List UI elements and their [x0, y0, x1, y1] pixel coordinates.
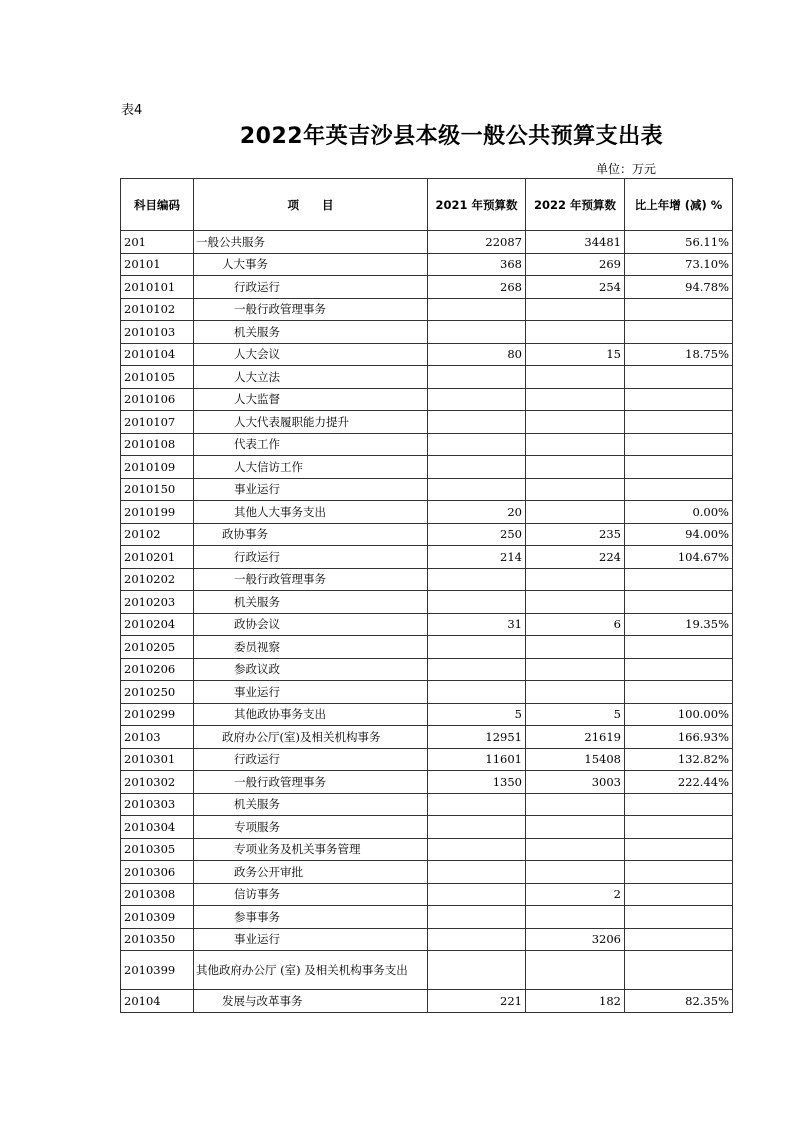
cell-change — [625, 591, 733, 614]
table-row — [121, 928, 733, 951]
cell-name: 人大会议 — [194, 343, 428, 366]
cell-change: 56.11% — [625, 231, 733, 254]
cell-budget-2021 — [428, 388, 526, 411]
table-row — [121, 366, 733, 389]
cell-code: 2010199 — [121, 501, 194, 524]
table-body — [121, 231, 733, 1013]
cell-code: 20103 — [121, 726, 194, 749]
cell-name: 行政运行 — [194, 748, 428, 771]
table-row — [121, 883, 733, 906]
cell-change — [625, 456, 733, 479]
cell-budget-2022 — [526, 681, 625, 704]
cell-code: 2010204 — [121, 613, 194, 636]
cell-budget-2022: 254 — [526, 276, 625, 299]
cell-budget-2022 — [526, 411, 625, 434]
cell-budget-2022 — [526, 591, 625, 614]
cell-name: 一般行政管理事务 — [194, 771, 428, 794]
table-header-row — [121, 179, 733, 231]
cell-budget-2022: 34481 — [526, 231, 625, 254]
cell-change — [625, 568, 733, 591]
cell-change — [625, 366, 733, 389]
cell-budget-2022 — [526, 433, 625, 456]
cell-budget-2022: 3003 — [526, 771, 625, 794]
table-row — [121, 793, 733, 816]
cell-budget-2022 — [526, 816, 625, 839]
cell-name: 代表工作 — [194, 433, 428, 456]
cell-budget-2022 — [526, 501, 625, 524]
cell-code: 2010304 — [121, 816, 194, 839]
cell-budget-2022 — [526, 388, 625, 411]
cell-name: 行政运行 — [194, 546, 428, 569]
table-row — [121, 433, 733, 456]
cell-change — [625, 636, 733, 659]
cell-name: 人大信访工作 — [194, 456, 428, 479]
cell-budget-2021 — [428, 951, 526, 990]
cell-name: 一般行政管理事务 — [194, 568, 428, 591]
cell-change — [625, 906, 733, 929]
cell-budget-2022 — [526, 793, 625, 816]
cell-change: 18.75% — [625, 343, 733, 366]
table-row — [121, 276, 733, 299]
cell-name: 专项服务 — [194, 816, 428, 839]
cell-budget-2021: 22087 — [428, 231, 526, 254]
table-row — [121, 636, 733, 659]
cell-change: 222.44% — [625, 771, 733, 794]
cell-code: 2010399 — [121, 951, 194, 990]
cell-change — [625, 681, 733, 704]
table-row — [121, 771, 733, 794]
cell-change — [625, 411, 733, 434]
unit-label: 单位：万元 — [596, 162, 657, 176]
cell-change — [625, 658, 733, 681]
cell-budget-2022: 182 — [526, 990, 625, 1013]
header-budget-2021: 2021 年预算数 — [428, 179, 526, 231]
cell-name: 机关服务 — [194, 591, 428, 614]
table-row — [121, 703, 733, 726]
cell-name: 其他人大事务支出 — [194, 501, 428, 524]
cell-change: 94.00% — [625, 523, 733, 546]
cell-code: 20101 — [121, 253, 194, 276]
cell-budget-2022: 3206 — [526, 928, 625, 951]
table-row — [121, 253, 733, 276]
cell-budget-2022 — [526, 366, 625, 389]
cell-budget-2022 — [526, 838, 625, 861]
table-number-label: 表4 — [121, 103, 143, 118]
cell-change: 104.67% — [625, 546, 733, 569]
cell-budget-2021 — [428, 906, 526, 929]
cell-change — [625, 928, 733, 951]
cell-change — [625, 793, 733, 816]
table-row — [121, 343, 733, 366]
cell-name: 机关服务 — [194, 793, 428, 816]
cell-budget-2021 — [428, 636, 526, 659]
cell-change: 73.10% — [625, 253, 733, 276]
cell-code: 2010109 — [121, 456, 194, 479]
budget-table — [120, 178, 733, 1013]
cell-change — [625, 883, 733, 906]
cell-code: 20102 — [121, 523, 194, 546]
cell-name: 政务公开审批 — [194, 861, 428, 884]
cell-change — [625, 321, 733, 344]
cell-name: 行政运行 — [194, 276, 428, 299]
cell-budget-2022 — [526, 906, 625, 929]
cell-budget-2021: 268 — [428, 276, 526, 299]
cell-budget-2022: 235 — [526, 523, 625, 546]
cell-code: 2010102 — [121, 298, 194, 321]
cell-name: 机关服务 — [194, 321, 428, 344]
table-row — [121, 591, 733, 614]
cell-name: 政协事务 — [194, 523, 428, 546]
cell-change: 82.35% — [625, 990, 733, 1013]
cell-budget-2021 — [428, 793, 526, 816]
cell-name: 专项业务及机关事务管理 — [194, 838, 428, 861]
cell-budget-2021: 20 — [428, 501, 526, 524]
table-row — [121, 838, 733, 861]
cell-name: 事业运行 — [194, 478, 428, 501]
table-row — [121, 523, 733, 546]
cell-code: 2010150 — [121, 478, 194, 501]
cell-budget-2021 — [428, 456, 526, 479]
cell-code: 2010203 — [121, 591, 194, 614]
table-row — [121, 681, 733, 704]
cell-budget-2022: 5 — [526, 703, 625, 726]
cell-budget-2022: 224 — [526, 546, 625, 569]
cell-budget-2021: 31 — [428, 613, 526, 636]
cell-budget-2021: 5 — [428, 703, 526, 726]
cell-budget-2021: 221 — [428, 990, 526, 1013]
table-row — [121, 613, 733, 636]
cell-change: 19.35% — [625, 613, 733, 636]
cell-code: 2010106 — [121, 388, 194, 411]
table-row — [121, 388, 733, 411]
cell-name: 参事事务 — [194, 906, 428, 929]
table-row — [121, 456, 733, 479]
cell-name: 一般行政管理事务 — [194, 298, 428, 321]
cell-name: 事业运行 — [194, 928, 428, 951]
cell-budget-2022 — [526, 861, 625, 884]
table-row — [121, 478, 733, 501]
cell-budget-2022 — [526, 321, 625, 344]
header-change: 比上年增 (减) % — [625, 179, 733, 231]
cell-budget-2021: 250 — [428, 523, 526, 546]
cell-budget-2021 — [428, 816, 526, 839]
cell-budget-2021: 12951 — [428, 726, 526, 749]
table-row — [121, 231, 733, 254]
cell-code: 2010107 — [121, 411, 194, 434]
cell-budget-2021 — [428, 591, 526, 614]
cell-budget-2022 — [526, 951, 625, 990]
table-row — [121, 298, 733, 321]
cell-budget-2022: 15408 — [526, 748, 625, 771]
cell-budget-2022 — [526, 478, 625, 501]
cell-code: 2010103 — [121, 321, 194, 344]
cell-budget-2021: 368 — [428, 253, 526, 276]
cell-code: 2010302 — [121, 771, 194, 794]
cell-budget-2021 — [428, 298, 526, 321]
cell-name: 事业运行 — [194, 681, 428, 704]
cell-code: 2010308 — [121, 883, 194, 906]
table-row — [121, 658, 733, 681]
cell-code: 2010299 — [121, 703, 194, 726]
cell-budget-2021: 1350 — [428, 771, 526, 794]
cell-budget-2021 — [428, 321, 526, 344]
cell-budget-2022: 21619 — [526, 726, 625, 749]
cell-name: 人大监督 — [194, 388, 428, 411]
cell-budget-2021 — [428, 366, 526, 389]
cell-code: 2010104 — [121, 343, 194, 366]
cell-budget-2021 — [428, 658, 526, 681]
cell-change — [625, 433, 733, 456]
cell-budget-2022: 269 — [526, 253, 625, 276]
cell-budget-2022: 6 — [526, 613, 625, 636]
cell-budget-2021: 214 — [428, 546, 526, 569]
table-row — [121, 906, 733, 929]
cell-change — [625, 861, 733, 884]
cell-budget-2021 — [428, 861, 526, 884]
cell-code: 2010306 — [121, 861, 194, 884]
cell-change — [625, 838, 733, 861]
cell-code: 2010309 — [121, 906, 194, 929]
table-row — [121, 568, 733, 591]
cell-code: 20104 — [121, 990, 194, 1013]
cell-name: 人大代表履职能力提升 — [194, 411, 428, 434]
cell-budget-2022 — [526, 456, 625, 479]
cell-change — [625, 478, 733, 501]
cell-code: 2010301 — [121, 748, 194, 771]
table-row — [121, 546, 733, 569]
cell-budget-2021 — [428, 433, 526, 456]
cell-code: 2010108 — [121, 433, 194, 456]
cell-budget-2021 — [428, 411, 526, 434]
table-row — [121, 861, 733, 884]
document-title: 2022年英吉沙县本级一般公共预算支出表 — [239, 124, 664, 149]
cell-budget-2022: 2 — [526, 883, 625, 906]
header-code: 科目编码 — [121, 179, 194, 231]
cell-budget-2021 — [428, 883, 526, 906]
cell-budget-2021 — [428, 838, 526, 861]
cell-budget-2022 — [526, 568, 625, 591]
cell-budget-2021 — [428, 478, 526, 501]
cell-name: 发展与改革事务 — [194, 990, 428, 1013]
cell-name: 政协会议 — [194, 613, 428, 636]
cell-budget-2021 — [428, 928, 526, 951]
cell-code: 2010205 — [121, 636, 194, 659]
table-row — [121, 411, 733, 434]
header-name: 项 目 — [194, 179, 428, 231]
cell-code: 2010202 — [121, 568, 194, 591]
cell-budget-2022 — [526, 298, 625, 321]
cell-change — [625, 298, 733, 321]
table-row — [121, 816, 733, 839]
cell-name: 其他政协事务支出 — [194, 703, 428, 726]
cell-name: 信访事务 — [194, 883, 428, 906]
cell-code: 2010250 — [121, 681, 194, 704]
cell-change: 132.82% — [625, 748, 733, 771]
table-row — [121, 748, 733, 771]
cell-code: 2010303 — [121, 793, 194, 816]
cell-change: 100.00% — [625, 703, 733, 726]
cell-code: 2010101 — [121, 276, 194, 299]
cell-code: 2010105 — [121, 366, 194, 389]
cell-budget-2021: 11601 — [428, 748, 526, 771]
cell-change — [625, 816, 733, 839]
table-row — [121, 726, 733, 749]
table-row — [121, 951, 733, 990]
cell-code: 2010305 — [121, 838, 194, 861]
cell-budget-2021 — [428, 681, 526, 704]
cell-change — [625, 951, 733, 990]
cell-budget-2022 — [526, 658, 625, 681]
table-row — [121, 321, 733, 344]
cell-name: 其他政府办公厅 (室) 及相关机构事务支出 — [194, 951, 428, 990]
table-row — [121, 501, 733, 524]
cell-name: 人大立法 — [194, 366, 428, 389]
cell-name: 人大事务 — [194, 253, 428, 276]
cell-name: 一般公共服务 — [194, 231, 428, 254]
cell-name: 委员视察 — [194, 636, 428, 659]
cell-budget-2021 — [428, 568, 526, 591]
cell-name: 参政议政 — [194, 658, 428, 681]
cell-change: 0.00% — [625, 501, 733, 524]
cell-code: 201 — [121, 231, 194, 254]
cell-name: 政府办公厅(室)及相关机构事务 — [194, 726, 428, 749]
cell-change — [625, 388, 733, 411]
cell-change: 166.93% — [625, 726, 733, 749]
cell-budget-2022: 15 — [526, 343, 625, 366]
cell-budget-2021: 80 — [428, 343, 526, 366]
header-budget-2022: 2022 年预算数 — [526, 179, 625, 231]
table-row — [121, 990, 733, 1013]
cell-code: 2010201 — [121, 546, 194, 569]
cell-code: 2010206 — [121, 658, 194, 681]
cell-budget-2022 — [526, 636, 625, 659]
cell-code: 2010350 — [121, 928, 194, 951]
cell-change: 94.78% — [625, 276, 733, 299]
